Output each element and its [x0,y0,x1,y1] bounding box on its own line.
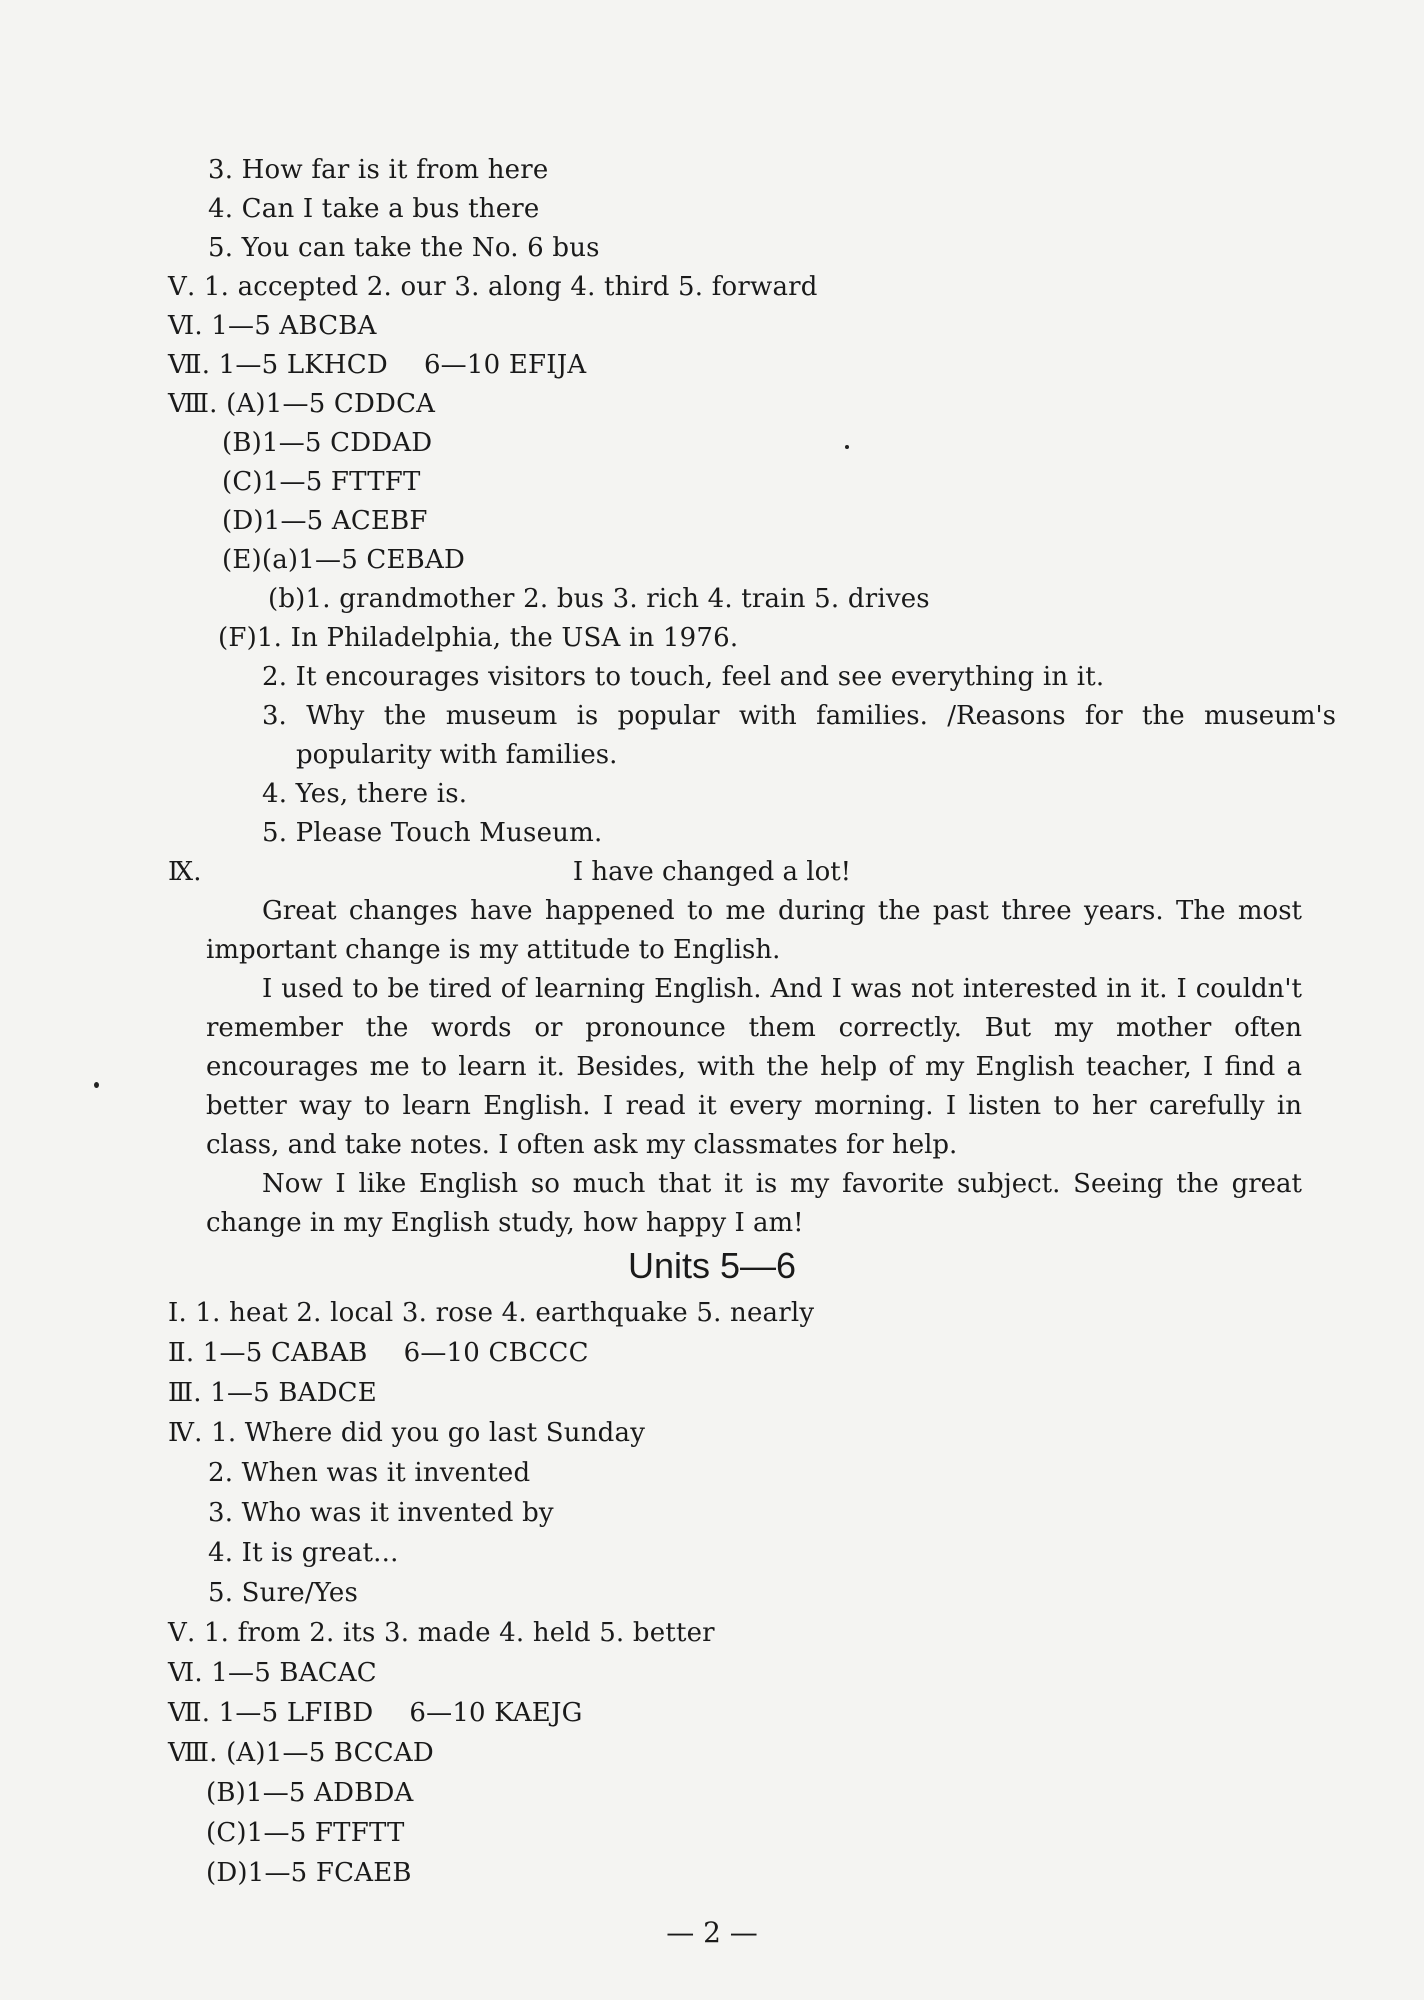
u-section-iv-1: Ⅳ. 1. Where did you go last Sunday [168,1418,646,1448]
section-viii-e-b: (b)1. grandmother 2. bus 3. rich 4. train 5. drives [268,584,930,614]
answer-line: 3. How far is it from here [208,155,549,185]
section-viii-f2: 2. It encourages visitors to touch, feel and see everything in it. [262,662,1105,692]
page-number: — 2 — [666,1916,758,1949]
u-section-ii-part2: 6—10 CBCCC [403,1338,589,1368]
u-section-iv-4: 4. It is great... [208,1538,399,1568]
section-viii-f3: 3. Why the museum is popular with families. /Reasons for the museum's popularity with families. [262,701,1336,770]
section-vii-part2: 6—10 EFIJA [423,350,587,380]
section-vii-part1: Ⅶ. 1—5 LKHCD [168,350,388,380]
u-section-viii-b: (B)1—5 ADBDA [206,1778,414,1808]
u-section-iv-5: 5. Sure/Yes [208,1578,359,1608]
section-vii-answers [168,349,586,381]
u-section-viii-a: Ⅷ. (A)1—5 BCCAD [168,1738,434,1768]
ink-speck [845,445,849,449]
u-section-viii-d: (D)1—5 FCAEB [206,1858,412,1888]
answer-line: 5. You can take the No. 6 bus [208,233,600,263]
section-viii-c: (C)1—5 FTTFT [222,467,421,497]
u-section-vii-part1: Ⅶ. 1—5 LFIBD [168,1698,374,1728]
u-section-i-answers: Ⅰ. 1. heat 2. local 3. rose 4. earthquake 5. nearly [168,1298,815,1328]
essay-paragraph: Great changes have happened to me during the past three years. The most important change is my attitude to English. [206,896,1302,965]
section-ix-label: Ⅸ. [168,857,202,887]
answer-line: 4. Can I take a bus there [208,194,540,224]
section-viii-a: Ⅷ. (A)1—5 CDDCA [168,389,436,419]
section-vi-answers: Ⅵ. 1—5 ABCBA [168,311,377,341]
u-section-v-answers: Ⅴ. 1. from 2. its 3. made 4. held 5. better [168,1618,715,1648]
section-viii-f1: (F)1. In Philadelphia, the USA in 1976. [218,623,739,653]
essay-title: I have changed a lot! [572,857,852,887]
u-section-iv-3: 3. Who was it invented by [208,1498,554,1528]
u-section-vii-answers [168,1697,583,1729]
u-section-ii-answers [168,1337,589,1369]
units-heading: Units 5—6 [627,1245,797,1286]
section-v-answers: Ⅴ. 1. accepted 2. our 3. along 4. third 5. forward [168,272,818,302]
u-section-ii-part1: Ⅱ. 1—5 CABAB [168,1338,368,1368]
ink-speck [94,1082,99,1088]
u-section-vii-part2: 6—10 KAEJG [409,1698,583,1728]
u-section-iii-answers: Ⅲ. 1—5 BADCE [168,1378,377,1408]
u-section-iv-2: 2. When was it invented [208,1458,531,1488]
essay-paragraph: Now I like English so much that it is my favorite subject. Seeing the great change in my English study, how happy I am! [206,1169,1302,1238]
u-section-vi-answers: Ⅵ. 1—5 BACAC [168,1658,377,1688]
u-section-viii-c: (C)1—5 FTFTT [206,1818,405,1848]
essay-paragraph: I used to be tired of learning English. And I was not interested in it. I couldn't remember the words or pronounce them correctly. But my mother often encourages me to learn it. Besides, with the help of my English teacher, I find a better way to learn English. I read it every morning. I listen to her carefully in class, and take notes. I often ask my classmates for help. [206,974,1302,1160]
section-viii-f4: 4. Yes, there is. [262,779,468,809]
section-viii-f5: 5. Please Touch Museum. [262,818,603,848]
section-viii-b: (B)1—5 CDDAD [222,428,433,458]
section-viii-d: (D)1—5 ACEBF [222,506,428,536]
section-viii-e-a: (E)(a)1—5 CEBAD [222,545,466,575]
